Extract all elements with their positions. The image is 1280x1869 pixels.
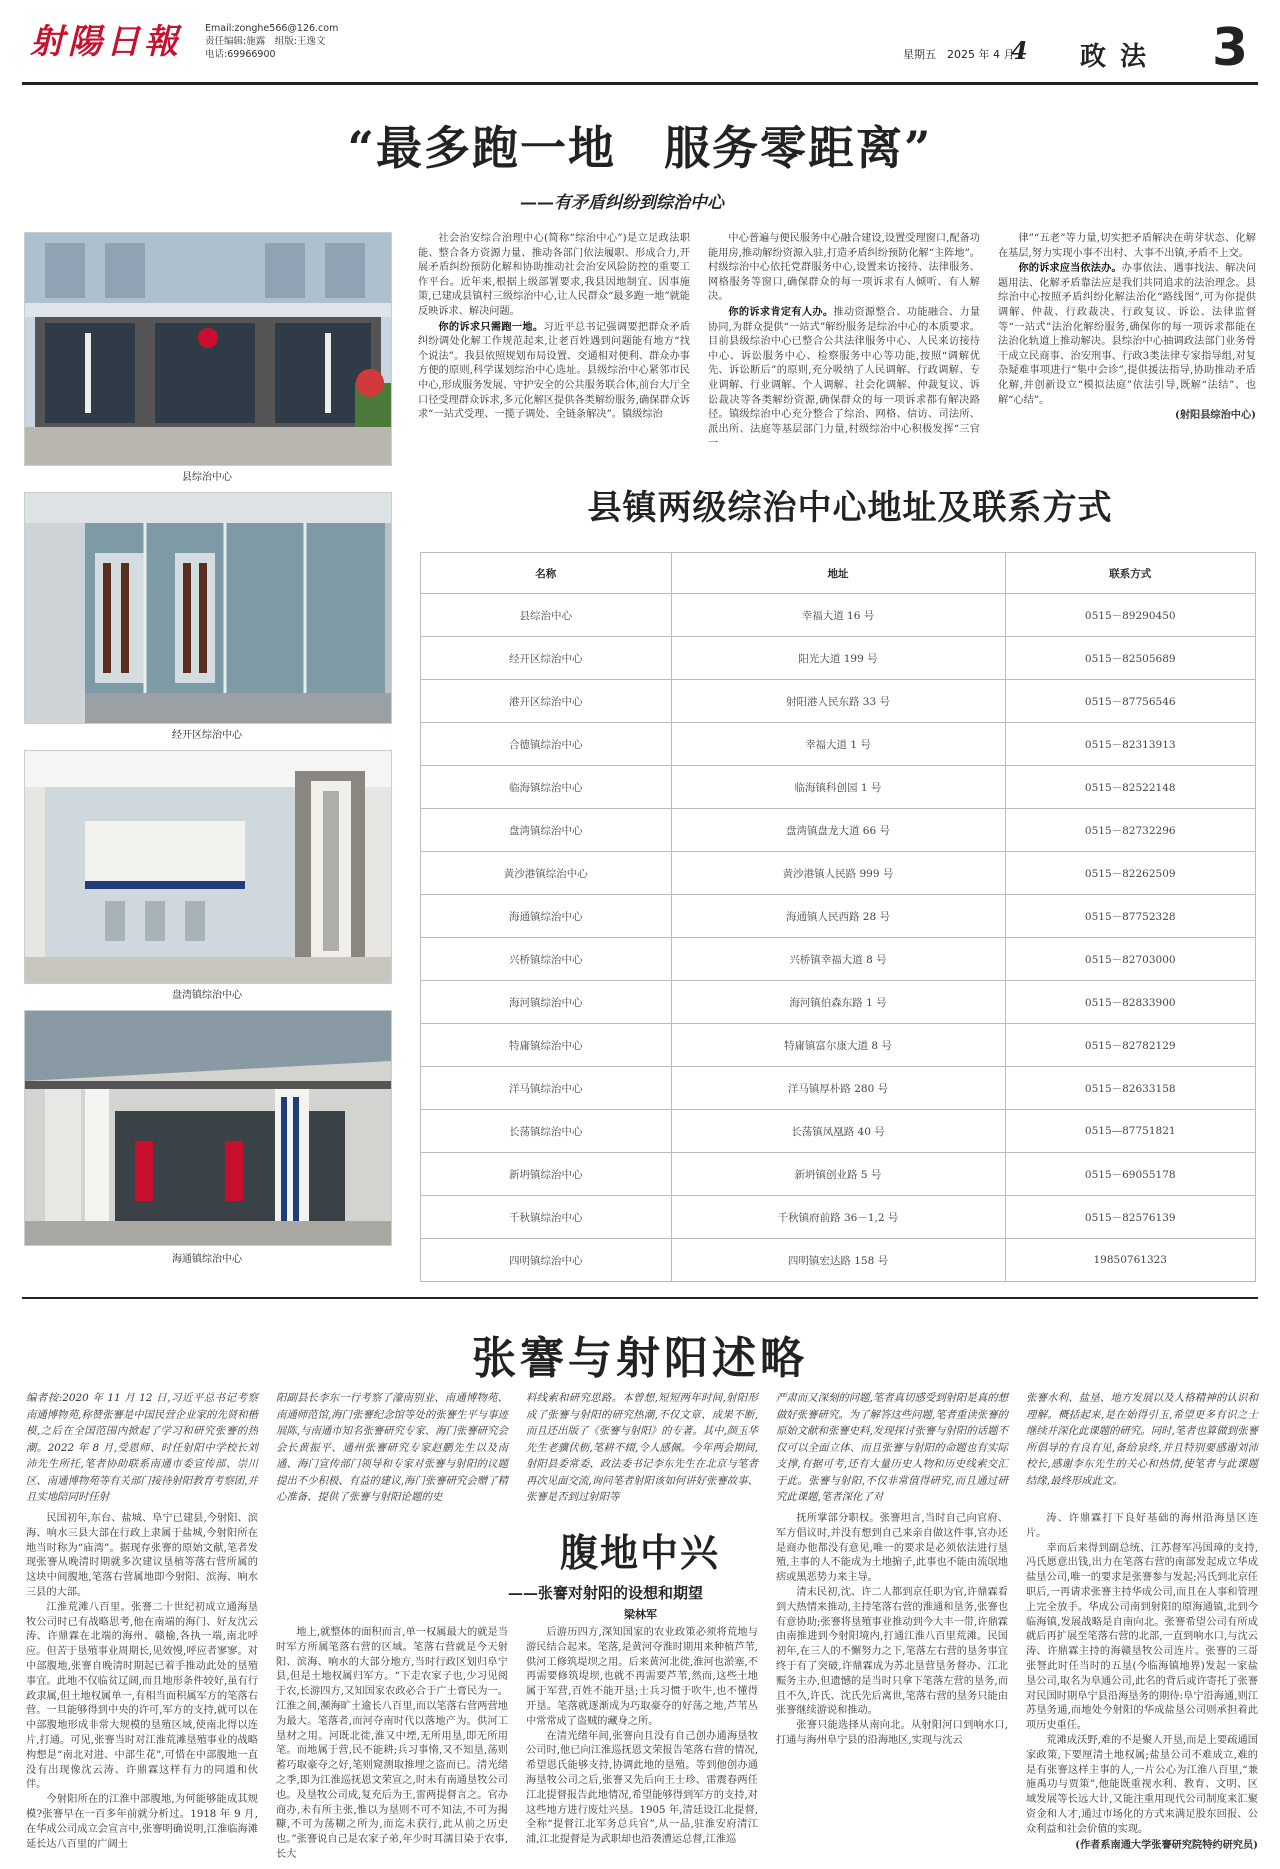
center-phone: 0515－82313913 (1005, 723, 1256, 766)
article1-headline: “最多跑一地 服务零距离” (347, 121, 933, 175)
table-row (421, 1110, 1256, 1153)
table-row (421, 981, 1256, 1024)
masthead-email: Email:zonghe566@126.com (205, 23, 339, 34)
devzone-center-photo (24, 492, 392, 724)
article3-paragraph: 民国初年,东台、盐城、阜宁已建县,今射阳、滨海、响水三县大部在行政上隶属于盐城,今射阳所在地当时称为“庙湾”。据现存张謇的原始文献,笔者发现张謇从晚清时期就多次建议垦植等落右营所属的这块中间腹地,笔落右营属地即今射阳、滨海、响水三县的大部。 (26, 1513, 258, 1598)
center-address: 阳光大道 199 号 (671, 637, 1005, 680)
center-phone: 0515—87751821 (1005, 1110, 1256, 1153)
center-name: 海通镇综治中心 (421, 895, 672, 938)
center-name: 兴桥镇综治中心 (421, 938, 672, 981)
article1-source: (射阳县综治中心) (1175, 409, 1256, 422)
center-name: 合德镇综治中心 (421, 723, 672, 766)
center-name: 盘湾镇综治中心 (421, 809, 672, 852)
article3-author-note: (作者系南通大学张謇研究院特约研究员) (1075, 1838, 1258, 1851)
center-address: 幸福大道 16 号 (671, 594, 1005, 637)
article1-paragraph: 你的诉求只需跑一地。习近平总书记强调要把群众矛盾纠纷调处化解工作规范起来,让老百姓遇到问题能有地方“找个说法”。我县依照规划布局设置、交通相对便利、群众办事方便的原则,科学谋划综治中心选址。县级综治中心紧邻市民中心,形成服务发展、守护安全的公共服务联合体,前台大厅全口径受理群众诉求,多元化解区提供各类解纷服务,确保群众诉求“一站式受理、一揽子调处、全链条解决”。镇级综治 (418, 320, 691, 421)
center-phone: 0515－82505689 (1005, 637, 1256, 680)
editor-note-column: 张謇水利、盐垦、地方发展以及人格精神的认识和理解。概括起来,是在始得引玉,希望更多有识之士继续并深化此课题的研究。同时,笔者也算做到张謇所倡导的有良有见,备给泉终,并且特别要感谢刘沛校长,感谢李东先生的关心和热情,使笔者与此课题结缘,最终形成此文。 (1026, 1392, 1258, 1487)
issue-day: 4 (1011, 36, 1028, 65)
table-row (421, 1067, 1256, 1110)
table-header-row (421, 553, 1256, 594)
center-address: 幸福大道 1 号 (671, 723, 1005, 766)
county-center-photo (24, 232, 392, 466)
paragraph-lead: 你的诉求应当依法办。 (1018, 262, 1122, 275)
table-row (421, 895, 1256, 938)
center-phone: 0515－82782129 (1005, 1024, 1256, 1067)
center-phone: 0515－82576139 (1005, 1196, 1256, 1239)
article3-paragraph: 张謇只能选择从南向北。从射阳河口到响水口,打通与海州阜宁县的沿海地区,实现与沈云 (776, 1720, 1008, 1746)
masthead-editors: 责任编辑:施露 组版:王逸文 (205, 36, 326, 47)
photo-caption: 县综治中心 (182, 472, 232, 483)
table-row (421, 1024, 1256, 1067)
article1-paragraph: 你的诉求肯定有人办。推动资源整合、功能融合、力量协同,为群众提供“一站式”解纷服务是综治中心的本质要求。目前县级综治中心已整合公共法律服务中心、人民来访接待中心、诉讼服务中心、检察服务中心等功能,按照“调解优先、诉讼断后”的原则,充分吸纳了人民调解、行政调解、专业调解、行业调解、个人调解、社会化调解、仲裁复议、诉讼裁决等各类解纷资源,确保群众的每一项诉求都有解决路径。镇级综治中心充分整合了综治、网格、信访、司法所、派出所、法庭等基层部门力量,村级综治中心积极发挥“三官一 (708, 305, 981, 450)
article3-paragraph: 清末民初,沈、许二人都到京任职为官,许鼎霖看到大热情来推动,主持笔落右营的淮通和垦务,张謇也有意协助;张謇将垦殖事业推动到今大丰一带,许鼎霖由南推进到今射阳境内,打通江淮八百里荒滩。民国初年,在三人的不懈努力之下,笔落左右营的垦务事宜终于有了突破,许鼎霖成为苏北垦营垦务督办、江北赈务主办,但遗憾的是当时只拿下笔落左营的垦务,而且不久,许氏、沈氏先后离世,笔落右营的垦务只能由张謇继续游说和推动。 (776, 1586, 1008, 1717)
center-name: 千秋镇综治中心 (421, 1196, 672, 1239)
center-address: 洋马镇厚朴路 280 号 (671, 1067, 1005, 1110)
article3-headline: 腹地中兴 (560, 1531, 721, 1575)
center-name: 港开区综治中心 (421, 680, 672, 723)
table-row (421, 1153, 1256, 1196)
table-row (421, 1239, 1256, 1282)
article3-paragraph: 涛、许鼎霖打下良好基础的海州沿海垦区连片。 (1026, 1513, 1258, 1539)
table-row (421, 637, 1256, 680)
center-address: 海通镇人民西路 28 号 (671, 895, 1005, 938)
panwan-center-photo (24, 750, 392, 984)
table-row (421, 680, 1256, 723)
issue-date: 星期五 2025 年 4 月 (903, 48, 1015, 61)
center-phone: 0515－82262509 (1005, 852, 1256, 895)
table-row (421, 766, 1256, 809)
center-name: 特庸镇综治中心 (421, 1024, 672, 1067)
center-address: 临海镇科创园 1 号 (671, 766, 1005, 809)
section-title: 政法 (1080, 42, 1161, 72)
table-row (421, 938, 1256, 981)
center-name: 新坍镇综治中心 (421, 1153, 672, 1196)
center-name: 县综治中心 (421, 594, 672, 637)
center-name: 海河镇综治中心 (421, 981, 672, 1024)
table-row (421, 809, 1256, 852)
article3-author: 梁林军 (624, 1608, 657, 1621)
paragraph-lead: 你的诉求肯定有人办。 (728, 305, 834, 318)
center-address: 黄沙港镇人民路 999 号 (671, 852, 1005, 895)
article3-column-3 (526, 1626, 758, 1848)
center-name: 洋马镇综治中心 (421, 1067, 672, 1110)
center-phone: 0515－82633158 (1005, 1067, 1256, 1110)
center-name: 黄沙港镇综治中心 (421, 852, 672, 895)
center-name: 临海镇综治中心 (421, 766, 672, 809)
center-phone: 0515－82833900 (1005, 981, 1256, 1024)
center-address: 长荡镇凤凰路 40 号 (671, 1110, 1005, 1153)
paragraph-lead: 你的诉求只需跑一地。 (438, 320, 544, 333)
article3-paragraph: 江淮荒滩八百里。张謇二十世纪初成立通海垦牧公司时已有战略思考,他在南端的海门、好友沈云涛、许鼎霖在北端的海州、赣榆,各执一端,南北呼应。但苦于垦殖事业周期长,见效慢,呼应者寥寥。对中部腹地,张謇自晚清时期起已着手推动此处的垦殖事宜。此地不仅临贫辽阔,而且地形条件较好,虽有行政隶属,但土地权属单一,有相当面积属军方的笔落右营。一旦能够得到中央的许可,军方的支持,就可以在中部腹地形成非常大规模的垦殖区域,使南北得以连片,打通。可见,张謇当时对江淮荒滩垦殖事业的战略构想是“南北对进、中部生花”,可惜在中部腹地一直没有出现像沈云涛、许鼎霖这样有力的同道和伙伴。 (26, 1601, 258, 1791)
masthead-meta (205, 22, 338, 61)
article1-paragraph: 你的诉求应当依法办。办事依法、遇事找法、解决问题用法、化解矛盾靠法应是我们共同追求的法治理念。县综治中心按照矛盾纠纷化解法治化“路线图”,可为你提供调解、仲裁、行政裁决、行政复议、诉讼、法律监督等“一站式”法治化解纷服务,确保你的每一项诉求都能在法治化轨道上推动解决。县综治中心抽调政法部门业务骨干成立民商事、治安刑事、行政3类法律专家指导组,对复杂疑难事项进行“集中会诊”,提供援法指导,协助推动矛盾化解,并创新设立“模拟法庭”依法引导,既解“法结”、也解“心结”。 (998, 262, 1257, 406)
article3-column-4 (776, 1512, 1008, 1749)
article1-column-1 (418, 232, 690, 423)
table-row (421, 594, 1256, 637)
center-phone: 0515－82703000 (1005, 938, 1256, 981)
table-row (421, 1196, 1256, 1239)
editor-note-column: 严肃而又深刻的问题,笔者真切感受到射阳是真的想做好张謇研究。为了解答这些问题,笔者重读张謇的原始文献和张謇史料,发现探讨张謇与射阳的话题不仅可以全面立体、而且张謇与射阳的命题也有实际支撑,有据可考,还有大量历史人物和历史线索交汇于此。张謇与射阳,不仅非常值得研究,而且通过研究此课题,笔者深化了对 (776, 1392, 1008, 1503)
center-name: 经开区综治中心 (421, 637, 672, 680)
column-header-phone: 联系方式 (1005, 553, 1256, 594)
photo-caption: 盘湾镇综治中心 (172, 990, 242, 1001)
article3-subhead: ——张謇对射阳的设想和期望 (508, 1584, 704, 1602)
article1-paragraph: 律”“五老”等力量,切实把矛盾解决在萌芽状态、化解在基层,努力实现小事不出村、大事不出镇,矛盾不上交。 (998, 233, 1256, 259)
masthead (0, 0, 1280, 78)
page-number: 3 (1212, 18, 1249, 78)
article2-headline: 张謇与射阳述略 (472, 1333, 808, 1384)
center-phone: 0515－87752328 (1005, 895, 1256, 938)
contact-table (420, 552, 1256, 1282)
center-address: 四明镇宏达路 158 号 (671, 1239, 1005, 1282)
editor-note-column: 料线索和研究思路。本曾想,短短两年时间,射阳形成了张謇与射阳的研究热潮,不仅文章、成果不断,而且还出版了《张謇与射阳》的专著。其中,颜玉华先生老骥伏枥,笔耕不辍,令人感佩。今年两会期间,射阳县委常委、政法委书记李东先生在北京与笔者再次见面交流,询问笔者射阳该如何讲好张謇故事、张謇是否到过射阳等 (526, 1392, 758, 1503)
center-address: 新坍镇创业路 5 号 (671, 1153, 1005, 1196)
center-name: 长荡镇综治中心 (421, 1110, 672, 1153)
column-header-address: 地址 (671, 553, 1005, 594)
article3-column-1 (26, 1512, 258, 1852)
table-row (421, 852, 1256, 895)
article3-paragraph: 抚所掌部分职权。张謇坦言,当时自己向官府、军方倡议时,并没有想到自己来亲自做这件事,官办还是商办他都没有意见,唯一的要求是必须依法进行垦殖,主事的人不能成为土地掮子,此事也不能由流氓地痞或黑恶势力来主导。 (776, 1513, 1008, 1584)
center-address: 千秋镇府前路 36－1,2 号 (671, 1196, 1005, 1239)
center-phone: 0515－87756546 (1005, 680, 1256, 723)
article1-column-2 (708, 232, 980, 452)
center-name: 四明镇综治中心 (421, 1239, 672, 1282)
center-address: 特庸镇富尔康大道 8 号 (671, 1024, 1005, 1067)
center-address: 海河镇伯森东路 1 号 (671, 981, 1005, 1024)
masthead-phone: 电话:69966900 (205, 49, 276, 60)
top-rule (22, 82, 1258, 85)
center-phone: 0515－89290450 (1005, 594, 1256, 637)
center-phone: 19850761323 (1005, 1239, 1256, 1282)
article3-paragraph: 荒滩成沃野,难的不是聚人开垦,而是上要疏通国家政策,下要厘清土地权属;盐垦公司不难成立,难的是有张謇这样主事的人,一片公心为江淮八百里,“兼施禹功与贾策”,他能既重视水利、教育、文明、区域发展等长远大计,又能注重用现代公司制度来汇聚资金和人才,通过市场化的方式来满足股东回报、公众利益和社会价值的实现。 (1026, 1734, 1258, 1835)
center-phone: 0515－82522148 (1005, 766, 1256, 809)
article3-column-2 (276, 1626, 508, 1863)
editor-note-column: 阳副县长李东一行考察了濠南别业、南通博物苑、南通师范馆,海门张謇纪念馆等处的张謇生平与事迹展陈,与南通市知名张謇研究专家、海门张謇研究会会长黄振平、通州张謇研究专家赵鹏先生以及南通、海门宣传部门领导和专家对张謇与射阳的议题提出不少积极、有益的建议,海门张謇研究会赠了精心准备、提供了张謇与射阳论题的史 (276, 1392, 508, 1503)
table-title: 县镇两级综治中心地址及联系方式 (587, 488, 1113, 528)
article3-paragraph: 后游历四方,深知国家的农业政策必须将荒地与游民结合起来。笔落,是黄河夺淮时期用来种植芦苇,供河工修筑堤坝之用。后来黄河北徙,淮河也淤塞,不再需要修筑堤坝,也就不再需要芦苇,然而,这些土地属于军营,百姓不能开垦;士兵习惯于吹牛,也不懂得开垦。笔落就逐渐成为巧取豪夺的好荡之地,芦苇丛中常常成了盗贼的藏身之所。 (526, 1627, 758, 1727)
table-row (421, 723, 1256, 766)
center-address: 盘湾镇盘龙大道 66 号 (671, 809, 1005, 852)
photo-caption: 经开区综治中心 (172, 730, 242, 741)
article3-column-5 (1026, 1512, 1258, 1852)
article1-paragraph: 社会治安综合治理中心(简称“综治中心”)是立足政法职能、整合各方资源力量、推动各部门依法履职、形成合力,开展矛盾纠纷预防化解和协助推动社会治安风险防控的重要工作平台。近年来,根据上级部署要求,我县因地制宜、因事施策,已建成县镇村三级综治中心,让人民群众“最多跑一地”就能反映诉求、解决问题。 (418, 233, 690, 317)
article3-paragraph: 幸而后来得到副总统、江苏督军冯国璋的支持,冯氏愿意出钱,出力在笔落右营的南部发起成立华成盐垦公司,唯一的要求是张謇参与发起;冯氏到北京任职后,一再请求张謇主持华成公司,而且在人事和管理上完全放手。华成公司南到射阳的原海通镇,北到今临海镇,发展战略是自南向北。张謇希望公司有所成就后再扩展至笔落右营的北部,一直到响水口,与沈云涛、许鼎霖主持的海赣垦牧公司连片。张謇的三哥张詧此时任当时的五垦(今临海镇地界)发起一家盐垦公司,取名为阜通公司,此名的背后或许寄托了张謇对民国时期阜宁县沿海垦务的期待:阜宁沿海通,则江苏垦务通,而地处今射阳的华成盐垦公司则承担着此项历史重任。 (1026, 1542, 1258, 1732)
article1-paragraph: 中心普遍与便民服务中心融合建设,设置受理窗口,配备功能用房,推动解纷资源入驻,打造矛盾纠纷预防化解“主阵地”。村级综治中心依托党群服务中心,设置来访接待、法律服务、网格服务等窗口,确保群众的每一项诉求有人倾听、有人解决。 (708, 233, 980, 303)
article1-subhead: ——有矛盾纠纷到综治中心 (520, 193, 724, 213)
section-divider (22, 1297, 1258, 1299)
editor-note-column: 编者按:2020 年 11 月 12 日,习近平总书记考察南通博物苑,称赞张謇是中国民营企业家的先贤和楷模,之后在全国范围内掀起了学习和研究张謇的热潮。2022 年 8 月,受恩师、时任射阳中学校长刘沛先生所托,笔者协助联系南通市委宣传部、崇川区、南通博物苑等有关部门接待射阳教育考察团,并且实地陪同时任射 (26, 1392, 258, 1503)
center-address: 射阳港人民东路 33 号 (671, 680, 1005, 723)
article3-paragraph: 地上,就整体的面积而言,单一权属最大的就是当时军方所属笔落右营的区域。笔落右营就是今天射阳、滨海、响水的大部分地方,当时行政区划归阜宁县,但是土地权属归军方。“下走农家子也,少习见阅于农,长游四方,又知国家农政必合于广土膏民为一。江淮之间,濒海旷土逾长八百里,而以笔落右营两营地为最大。笔落者,而河夺南时代以落地产为。供河工垦材之用。河既北徙,淮又中堙,无所用垦,即无所用笔。而地属于营,民不能耕;兵习事惰,又不知垦,荡则蓄巧取豪夺之好,笔则窥测取推埋之盗而已。清光绪之季,即为江淮巡抚恩文荣宣之,时未有南通垦牧公司也。及垦牧公司成,复充后为王,雷两提督言之。官办商办,未有所主张,惟以为垦则不可不知法,不可为揭糠,不可为荡糊之所为,而迄未获行,此从前之历史也。”张謇说自己是农家子弟,年少时耳濡目染于农事,长大 (276, 1627, 508, 1860)
haitong-center-photo (24, 1010, 392, 1246)
column-header-name: 名称 (421, 553, 672, 594)
article1-column-3 (998, 232, 1256, 423)
center-address: 兴桥镇幸福大道 8 号 (671, 938, 1005, 981)
photo-caption: 海通镇综治中心 (172, 1254, 242, 1265)
center-phone: 0515－69055178 (1005, 1153, 1256, 1196)
newspaper-logo: 射陽日報 (30, 22, 182, 62)
article3-paragraph: 今射阳所在的江淮中部腹地,为何能够能成其规模?张謇早在一百多年前就分析过。1918 年 9 月,在华成公司成立会宣言中,张謇明确说明,江淮临海滩延长达八百里的广阔土 (26, 1794, 258, 1850)
article3-paragraph: 在清光绪年间,张謇向且没有自己创办通海垦牧公司时,他已向江淮巡抚恩文荣报告笔落右营的情况,希望恩氏能够支持,协调此地的垦殖。等到他创办通海垦牧公司之后,张謇又先后向王士珍、雷震春两任江北提督报告此地情况,希望能够得到军方的支持,对这些地方进行废灶兴垦。1905 年,清廷设江北提督,全称“提督江北军务总兵官”,从一品,驻淮安府清江浦,江北提督是为武职却也沿袭漕运总督,江淮巡 (526, 1730, 758, 1846)
center-phone: 0515－82732296 (1005, 809, 1256, 852)
